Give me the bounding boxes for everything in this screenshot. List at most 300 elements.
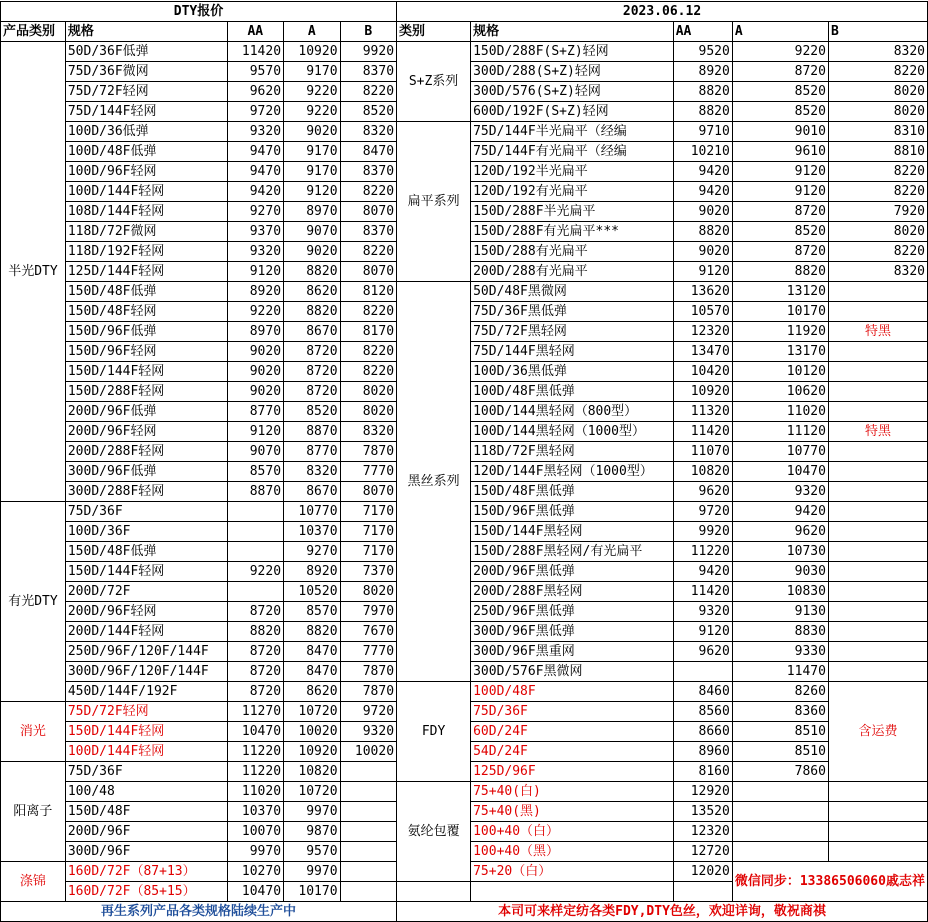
- spec-cell: 75D/36F微网: [65, 62, 227, 82]
- right-price-a-cell: 8520: [732, 102, 828, 122]
- spec-cell: 200D/144F轻网: [65, 622, 227, 642]
- price-a-cell: 9220: [284, 102, 341, 122]
- price-aa-cell: 8820: [227, 622, 284, 642]
- right-spec-cell: 200D/96F黑低弹: [471, 562, 674, 582]
- right-price-aa-cell: 8960: [673, 742, 732, 762]
- price-a-cell: 8620: [284, 282, 341, 302]
- right-price-b-cell: 8220: [828, 62, 927, 82]
- right-price-a-cell: 9330: [732, 642, 828, 662]
- price-a-cell: 8670: [284, 322, 341, 342]
- right-price-b-cell: [828, 342, 927, 362]
- price-aa-cell: 9020: [227, 342, 284, 362]
- right-price-b-cell: [828, 382, 927, 402]
- right-price-a-cell: 10830: [732, 582, 828, 602]
- right-price-aa-cell: 8820: [673, 82, 732, 102]
- spec-cell: 150D/48F低弹: [65, 542, 227, 562]
- price-a-cell: 9020: [284, 242, 341, 262]
- right-price-aa-cell: 8820: [673, 102, 732, 122]
- right-price-b-cell: [828, 842, 927, 862]
- price-a-cell: 10720: [284, 782, 341, 802]
- right-price-b-cell: [828, 782, 927, 802]
- right-price-aa-cell: 9020: [673, 202, 732, 222]
- price-a-cell: 8720: [284, 362, 341, 382]
- right-price-b-cell: [828, 642, 927, 662]
- right-price-b-cell: [828, 802, 927, 822]
- right-spec-cell: 75D/144F半光扁平（经编: [471, 122, 674, 142]
- right-price-aa-cell: 9120: [673, 262, 732, 282]
- price-aa-cell: 9370: [227, 222, 284, 242]
- right-category-cell: 扁平系列: [397, 122, 471, 282]
- right-price-aa-cell: 9020: [673, 242, 732, 262]
- price-a-cell: 8470: [284, 642, 341, 662]
- price-b-cell: 7770: [340, 462, 397, 482]
- right-price-a-cell: 10730: [732, 542, 828, 562]
- price-a-cell: 8720: [284, 382, 341, 402]
- right-price-b-cell: 8020: [828, 102, 927, 122]
- right-price-b-cell: 特黑: [828, 422, 927, 442]
- right-spec-cell: 100D/144黑轻网（800型）: [471, 402, 674, 422]
- right-price-a-cell: 8510: [732, 742, 828, 762]
- price-a-cell: 9170: [284, 62, 341, 82]
- price-b-cell: 7870: [340, 662, 397, 682]
- right-price-b-cell: [828, 482, 927, 502]
- right-spec-cell: 250D/96F黑低弹: [471, 602, 674, 622]
- right-price-aa-cell: 9920: [673, 522, 732, 542]
- spec-cell: 160D/72F（85+15）: [65, 882, 227, 902]
- price-a-cell: 8470: [284, 662, 341, 682]
- right-price-aa-cell: 13470: [673, 342, 732, 362]
- price-b-cell: 7170: [340, 522, 397, 542]
- price-b-cell: [340, 882, 397, 902]
- price-a-cell: 8970: [284, 202, 341, 222]
- spec-cell: 150D/96F轻网: [65, 342, 227, 362]
- right-price-a-cell: 8830: [732, 622, 828, 642]
- right-price-b-cell: [828, 302, 927, 322]
- price-b-cell: 8120: [340, 282, 397, 302]
- spec-cell: 200D/72F: [65, 582, 227, 602]
- right-price-b-cell: [828, 442, 927, 462]
- price-aa-cell: 8720: [227, 662, 284, 682]
- spec-cell: 200D/96F轻网: [65, 602, 227, 622]
- right-price-b-cell: 8020: [828, 222, 927, 242]
- price-a-cell: 8320: [284, 462, 341, 482]
- price-b-cell: 8320: [340, 422, 397, 442]
- spec-cell: 300D/96F: [65, 842, 227, 862]
- spec-cell: 100D/96F轻网: [65, 162, 227, 182]
- spec-cell: 100D/36F: [65, 522, 227, 542]
- right-price-a-cell: [732, 842, 828, 862]
- price-a-cell: 8820: [284, 622, 341, 642]
- right-category-cell: 黑丝系列: [397, 282, 471, 682]
- price-b-cell: 8370: [340, 222, 397, 242]
- price-a-cell: 8820: [284, 262, 341, 282]
- price-b-cell: 7670: [340, 622, 397, 642]
- right-price-b-cell: 8320: [828, 42, 927, 62]
- right-price-b-cell: [828, 402, 927, 422]
- spec-cell: 100D/48F低弹: [65, 142, 227, 162]
- spec-cell: 200D/96F: [65, 822, 227, 842]
- right-price-aa-cell: 9420: [673, 182, 732, 202]
- right-price-aa-cell: 9520: [673, 42, 732, 62]
- header-a: A: [284, 22, 341, 42]
- spec-cell: 75D/72F轻网: [65, 82, 227, 102]
- spec-cell: 150D/288F轻网: [65, 382, 227, 402]
- right-price-b-cell: [828, 662, 927, 682]
- price-aa-cell: 9620: [227, 82, 284, 102]
- right-price-a-cell: 9610: [732, 142, 828, 162]
- right-price-a-cell: 8360: [732, 702, 828, 722]
- right-price-aa-cell: 9120: [673, 622, 732, 642]
- right-price-aa-cell: 13520: [673, 802, 732, 822]
- right-price-aa-cell: 9620: [673, 482, 732, 502]
- right-price-aa-cell: 12920: [673, 782, 732, 802]
- right-price-a-cell: 11470: [732, 662, 828, 682]
- right-price-aa-cell: 8660: [673, 722, 732, 742]
- spec-cell: 50D/36F低弹: [65, 42, 227, 62]
- right-spec-cell: 200D/288有光扁平: [471, 262, 674, 282]
- right-price-aa-cell: 10210: [673, 142, 732, 162]
- right-spec-cell: 300D/576(S+Z)轻网: [471, 82, 674, 102]
- table-row: [1, 122, 928, 142]
- price-a-cell: 8670: [284, 482, 341, 502]
- price-a-cell: 10820: [284, 762, 341, 782]
- right-price-a-cell: 9030: [732, 562, 828, 582]
- spec-cell: 300D/96F低弹: [65, 462, 227, 482]
- header-right-spec: 规格: [471, 22, 674, 42]
- header-b: B: [340, 22, 397, 42]
- table-row: [1, 42, 928, 62]
- header-right-aa: AA: [673, 22, 732, 42]
- right-price-aa-cell: 11070: [673, 442, 732, 462]
- right-category-cell: [397, 882, 471, 902]
- right-price-a-cell: 9220: [732, 42, 828, 62]
- spec-cell: 108D/144F轻网: [65, 202, 227, 222]
- right-spec-cell: 300D/96F黑重网: [471, 642, 674, 662]
- header-right-category: 类别: [397, 22, 471, 42]
- right-price-b-cell: 8810: [828, 142, 927, 162]
- price-aa-cell: 9420: [227, 182, 284, 202]
- right-spec-cell: 120D/192有光扁平: [471, 182, 674, 202]
- price-aa-cell: [227, 582, 284, 602]
- right-price-b-cell: [828, 822, 927, 842]
- right-spec-cell: 300D/96F黑低弹: [471, 622, 674, 642]
- spec-cell: 150D/144F轻网: [65, 362, 227, 382]
- spec-cell: 75D/144F轻网: [65, 102, 227, 122]
- spec-cell: 150D/144F轻网: [65, 722, 227, 742]
- right-price-aa-cell: 9420: [673, 562, 732, 582]
- price-b-cell: 8470: [340, 142, 397, 162]
- right-price-b-cell: 8220: [828, 242, 927, 262]
- right-price-aa-cell: [673, 882, 732, 902]
- right-spec-cell: 300D/576F黑微网: [471, 662, 674, 682]
- right-spec-cell: 54D/24F: [471, 742, 674, 762]
- right-price-a-cell: 10470: [732, 462, 828, 482]
- right-price-aa-cell: 9320: [673, 602, 732, 622]
- price-aa-cell: 8570: [227, 462, 284, 482]
- spec-cell: 150D/96F低弹: [65, 322, 227, 342]
- right-price-aa-cell: 9710: [673, 122, 732, 142]
- right-spec-cell: 150D/48F黑低弹: [471, 482, 674, 502]
- right-price-aa-cell: 8560: [673, 702, 732, 722]
- spec-cell: 118D/72F微网: [65, 222, 227, 242]
- right-price-a-cell: 9120: [732, 162, 828, 182]
- price-b-cell: 8220: [340, 242, 397, 262]
- report-date: 2023.06.12: [397, 2, 928, 22]
- right-spec-cell: 120D/144F黑轻网（1000型）: [471, 462, 674, 482]
- price-aa-cell: 9270: [227, 202, 284, 222]
- price-aa-cell: 10470: [227, 882, 284, 902]
- price-a-cell: 9120: [284, 182, 341, 202]
- price-aa-cell: 11420: [227, 42, 284, 62]
- spec-cell: 150D/48F轻网: [65, 302, 227, 322]
- right-spec-cell: 75+40(黑): [471, 802, 674, 822]
- right-price-b-cell: [828, 282, 927, 302]
- price-a-cell: 9070: [284, 222, 341, 242]
- right-price-b-cell: 特黑: [828, 322, 927, 342]
- price-b-cell: 10020: [340, 742, 397, 762]
- right-price-a-cell: 8510: [732, 722, 828, 742]
- price-a-cell: 8570: [284, 602, 341, 622]
- price-b-cell: 8020: [340, 582, 397, 602]
- right-price-b-cell: [828, 462, 927, 482]
- price-b-cell: 7870: [340, 442, 397, 462]
- price-aa-cell: 9470: [227, 142, 284, 162]
- right-price-a-cell: 8820: [732, 262, 828, 282]
- right-price-b-cell: [828, 602, 927, 622]
- spec-cell: 100/48: [65, 782, 227, 802]
- price-b-cell: [340, 842, 397, 862]
- header-spec: 规格: [65, 22, 227, 42]
- table-title: DTY报价: [1, 2, 397, 22]
- price-b-cell: [340, 782, 397, 802]
- right-price-b-cell: 8020: [828, 82, 927, 102]
- right-price-a-cell: 8720: [732, 202, 828, 222]
- price-a-cell: 9220: [284, 82, 341, 102]
- price-b-cell: 8070: [340, 482, 397, 502]
- right-spec-cell: 100D/48F黑低弹: [471, 382, 674, 402]
- price-b-cell: 9320: [340, 722, 397, 742]
- right-price-aa-cell: 11420: [673, 582, 732, 602]
- price-aa-cell: 9320: [227, 242, 284, 262]
- spec-cell: 200D/96F低弹: [65, 402, 227, 422]
- right-price-a-cell: 10620: [732, 382, 828, 402]
- right-price-a-cell: 8720: [732, 242, 828, 262]
- right-spec-cell: 200D/288F黑轻网: [471, 582, 674, 602]
- right-category-cell: S+Z系列: [397, 42, 471, 122]
- right-price-a-cell: 11920: [732, 322, 828, 342]
- right-price-a-cell: 8720: [732, 62, 828, 82]
- right-spec-cell: 75D/144F黑轻网: [471, 342, 674, 362]
- price-a-cell: 10770: [284, 502, 341, 522]
- price-b-cell: 8170: [340, 322, 397, 342]
- price-a-cell: 9270: [284, 542, 341, 562]
- right-price-a-cell: 9010: [732, 122, 828, 142]
- right-price-a-cell: 10120: [732, 362, 828, 382]
- right-price-b-cell: 8310: [828, 122, 927, 142]
- right-category-cell: FDY: [397, 682, 471, 782]
- spec-cell: 150D/48F低弹: [65, 282, 227, 302]
- price-aa-cell: 10070: [227, 822, 284, 842]
- price-a-cell: 10720: [284, 702, 341, 722]
- right-price-b-cell: 8220: [828, 162, 927, 182]
- spec-cell: 450D/144F/192F: [65, 682, 227, 702]
- price-b-cell: 8070: [340, 202, 397, 222]
- spec-cell: 300D/96F/120F/144F: [65, 662, 227, 682]
- right-price-a-cell: 9620: [732, 522, 828, 542]
- right-spec-cell: 150D/288F半光扁平: [471, 202, 674, 222]
- right-price-a-cell: [732, 782, 828, 802]
- spec-cell: 125D/144F轻网: [65, 262, 227, 282]
- right-spec-cell: 600D/192F(S+Z)轻网: [471, 102, 674, 122]
- right-price-aa-cell: 12720: [673, 842, 732, 862]
- price-a-cell: 8870: [284, 422, 341, 442]
- right-spec-cell: 75D/72F黑轻网: [471, 322, 674, 342]
- price-aa-cell: 9020: [227, 382, 284, 402]
- price-b-cell: 7170: [340, 502, 397, 522]
- right-price-b-cell: 8320: [828, 262, 927, 282]
- spec-cell: 150D/144F轻网: [65, 562, 227, 582]
- spec-cell: 250D/96F/120F/144F: [65, 642, 227, 662]
- price-aa-cell: 8720: [227, 602, 284, 622]
- price-b-cell: 7170: [340, 542, 397, 562]
- right-spec-cell: 118D/72F黑轻网: [471, 442, 674, 462]
- right-price-aa-cell: 8160: [673, 762, 732, 782]
- price-b-cell: 8220: [340, 342, 397, 362]
- spec-cell: 200D/288F轻网: [65, 442, 227, 462]
- right-price-a-cell: [732, 802, 828, 822]
- right-price-aa-cell: 9420: [673, 162, 732, 182]
- price-a-cell: 9970: [284, 862, 341, 882]
- right-category-cell: 氨纶包覆: [397, 782, 471, 882]
- price-aa-cell: 9220: [227, 302, 284, 322]
- price-aa-cell: 9970: [227, 842, 284, 862]
- right-price-a-cell: 11020: [732, 402, 828, 422]
- right-price-a-cell: 8520: [732, 82, 828, 102]
- right-price-aa-cell: 12320: [673, 822, 732, 842]
- price-a-cell: 9020: [284, 122, 341, 142]
- price-b-cell: [340, 802, 397, 822]
- right-spec-cell: 75D/36F: [471, 702, 674, 722]
- price-b-cell: 9920: [340, 42, 397, 62]
- price-a-cell: 8620: [284, 682, 341, 702]
- right-price-aa-cell: 11420: [673, 422, 732, 442]
- price-aa-cell: 9070: [227, 442, 284, 462]
- price-aa-cell: 11220: [227, 762, 284, 782]
- price-aa-cell: [227, 522, 284, 542]
- spec-cell: 75D/36F: [65, 502, 227, 522]
- price-b-cell: 7870: [340, 682, 397, 702]
- table-row: [1, 682, 928, 702]
- right-price-aa-cell: 10570: [673, 302, 732, 322]
- header-aa: AA: [227, 22, 284, 42]
- right-price-a-cell: 7860: [732, 762, 828, 782]
- right-price-b-cell: [828, 362, 927, 382]
- left-category-cell: 阳离子: [1, 762, 66, 862]
- right-price-a-cell: 9320: [732, 482, 828, 502]
- price-aa-cell: 10370: [227, 802, 284, 822]
- price-aa-cell: 8870: [227, 482, 284, 502]
- right-price-aa-cell: 11320: [673, 402, 732, 422]
- price-b-cell: 8220: [340, 82, 397, 102]
- price-a-cell: 9170: [284, 142, 341, 162]
- right-price-aa-cell: 8820: [673, 222, 732, 242]
- right-price-b-cell: [828, 622, 927, 642]
- header-right-a: A: [732, 22, 828, 42]
- price-aa-cell: 9720: [227, 102, 284, 122]
- spec-cell: 75D/36F: [65, 762, 227, 782]
- right-price-aa-cell: 13620: [673, 282, 732, 302]
- price-b-cell: 8220: [340, 302, 397, 322]
- price-b-cell: 8370: [340, 62, 397, 82]
- price-a-cell: 8520: [284, 402, 341, 422]
- spec-cell: 75D/72F轻网: [65, 702, 227, 722]
- right-price-aa-cell: 8460: [673, 682, 732, 702]
- table-row: [1, 782, 928, 802]
- right-spec-cell: 150D/96F黑低弹: [471, 502, 674, 522]
- header-right-b: B: [828, 22, 927, 42]
- price-b-cell: 8220: [340, 182, 397, 202]
- price-b-cell: [340, 822, 397, 842]
- right-price-aa-cell: 11220: [673, 542, 732, 562]
- price-aa-cell: 9120: [227, 262, 284, 282]
- price-b-cell: 8220: [340, 362, 397, 382]
- right-spec-cell: 120D/192半光扁平: [471, 162, 674, 182]
- spec-cell: 118D/192F轻网: [65, 242, 227, 262]
- left-category-cell: 消光: [1, 702, 66, 762]
- right-spec-cell: 100+40（黑）: [471, 842, 674, 862]
- price-a-cell: 10020: [284, 722, 341, 742]
- price-a-cell: 9970: [284, 802, 341, 822]
- price-aa-cell: 8720: [227, 642, 284, 662]
- right-price-aa-cell: 9720: [673, 502, 732, 522]
- right-price-aa-cell: 12020: [673, 862, 732, 882]
- price-b-cell: 8320: [340, 122, 397, 142]
- right-spec-cell: 150D/288F黑轻网/有光扁平: [471, 542, 674, 562]
- price-aa-cell: [227, 542, 284, 562]
- right-spec-cell: 75+40(白): [471, 782, 674, 802]
- price-aa-cell: 9220: [227, 562, 284, 582]
- right-price-a-cell: 8260: [732, 682, 828, 702]
- price-aa-cell: 11020: [227, 782, 284, 802]
- right-spec-cell: [471, 882, 674, 902]
- spec-cell: 150D/48F: [65, 802, 227, 822]
- right-price-aa-cell: [673, 662, 732, 682]
- right-spec-cell: 60D/24F: [471, 722, 674, 742]
- price-aa-cell: 8970: [227, 322, 284, 342]
- price-b-cell: 7770: [340, 642, 397, 662]
- price-a-cell: 8820: [284, 302, 341, 322]
- price-b-cell: [340, 862, 397, 882]
- spec-cell: 200D/96F轻网: [65, 422, 227, 442]
- footer-row: [1, 902, 928, 922]
- right-price-a-cell: 10170: [732, 302, 828, 322]
- price-a-cell: 8770: [284, 442, 341, 462]
- price-aa-cell: 8720: [227, 682, 284, 702]
- right-price-b-cell: [828, 582, 927, 602]
- right-price-aa-cell: 10920: [673, 382, 732, 402]
- price-aa-cell: [227, 502, 284, 522]
- price-a-cell: 10370: [284, 522, 341, 542]
- right-spec-cell: 150D/144F黑轻网: [471, 522, 674, 542]
- spec-cell: 100D/144F轻网: [65, 182, 227, 202]
- right-spec-cell: 75D/144F有光扁平（经编: [471, 142, 674, 162]
- price-aa-cell: 9120: [227, 422, 284, 442]
- price-b-cell: 7370: [340, 562, 397, 582]
- right-price-b-cell: [828, 502, 927, 522]
- price-a-cell: 10170: [284, 882, 341, 902]
- right-spec-cell: 150D/288F有光扁平***: [471, 222, 674, 242]
- right-spec-cell: 100D/144黑轻网（1000型）: [471, 422, 674, 442]
